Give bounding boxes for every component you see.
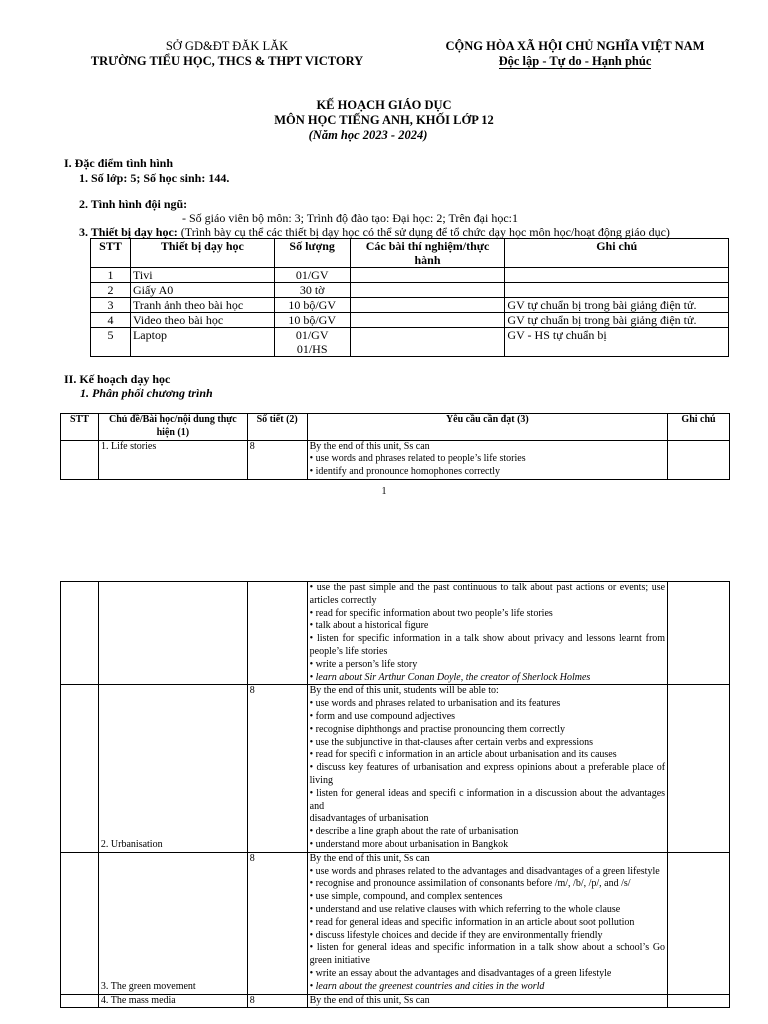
cell-periods <box>247 582 307 685</box>
requirement-line: • use words and phrases related to urbanisation and its features <box>309 698 561 710</box>
school-name: TRƯỜNG TIỂU HỌC, THCS & THPT VICTORY <box>90 54 364 68</box>
requirement-line: • identify and pronounce homophones correctly <box>309 466 501 478</box>
col-header-topic: Chủ đề/Bài học/nội dung thực hiện (1) <box>98 414 247 441</box>
cell-requirements <box>307 685 667 852</box>
col-header-stt: STT <box>91 239 131 268</box>
requirement-line: • use words and phrases related to the advantages and disadvantages of a green lifestyle <box>309 865 660 877</box>
cell-experiments <box>350 328 505 357</box>
table-row <box>91 298 729 313</box>
cell-device: Video theo bài học <box>130 313 274 328</box>
header-right <box>410 39 740 69</box>
col-header-requirements: Yêu cầu cần đạt (3) <box>307 414 667 441</box>
requirement-line: • read for specifi c information in an article about urbanisation and its causes <box>309 749 617 761</box>
cell-topic <box>98 582 247 685</box>
cell-experiments <box>350 313 505 328</box>
col-header-periods: Số tiết (2) <box>247 414 307 441</box>
col-header-notes: Ghi chú <box>668 414 730 441</box>
cell-notes: GV - HS tự chuẩn bị <box>505 328 729 357</box>
section1-item2: 2. Tình hình đội ngũ: <box>79 197 188 211</box>
section1-item1: 1. Số lớp: 5; Số học sinh: 144. <box>79 171 230 185</box>
requirement-line: • use the past simple and the past continuous to talk about past actions or events; use articles correctly <box>309 582 666 606</box>
requirement-line: • use the subjunctive in that-clauses after certain verbs and expressions <box>309 736 594 748</box>
page-number: 1 <box>381 486 387 497</box>
cell-requirements <box>307 852 667 994</box>
national-motto: Độc lập - Tự do - Hạnh phúc <box>498 54 652 68</box>
requirement-line: • listen for general ideas and specific information in a talk show about a school’s Go green initiative <box>309 942 666 967</box>
cell-device: Tranh ảnh theo bài học <box>130 298 274 313</box>
requirement-line: • use simple, compound, and complex sentences <box>309 891 503 903</box>
table-row <box>61 685 730 852</box>
item3-text: (Trình bày cụ thể các thiết bị dạy học có thể sử dụng để tổ chức dạy học môn học/hoạt động giáo dục) <box>177 225 670 239</box>
section2-heading: II. Kế hoạch dạy học <box>64 372 171 386</box>
requirement-line: • write a person’s life story <box>309 658 418 670</box>
cell-experiments <box>350 268 505 283</box>
header-left <box>62 39 392 69</box>
section2-subheading: 1. Phân phối chương trình <box>80 386 213 400</box>
quantity-line2: 01/HS <box>296 342 328 356</box>
requirement-line: By the end of this unit, students will be able to: <box>309 685 499 697</box>
requirement-line: • recognise and pronounce assimilation of consonants before /m/, /b/, /p/, and /s/ <box>309 878 631 890</box>
table-row <box>61 440 730 479</box>
requirement-line: • listen for specific information in a talk show about privacy and lessons learnt from people’s life stories <box>309 633 666 657</box>
cell-quantity <box>274 328 350 357</box>
cell-stt: 4 <box>91 313 131 328</box>
table-row <box>61 852 730 994</box>
equipment-header-row <box>91 239 729 268</box>
cell-notes <box>668 440 730 479</box>
table-row <box>91 283 729 298</box>
requirement-line: • recognise diphthongs and practise pronouncing them correctly <box>309 723 565 735</box>
requirement-line: • discuss key features of urbanisation and express opinions about a preferable place of living <box>309 762 666 786</box>
cell-device: Laptop <box>130 328 274 357</box>
cell-stt <box>61 685 99 852</box>
cell-stt <box>61 582 99 685</box>
cell-requirements <box>307 440 667 479</box>
item3-label: 3. Thiết bị dạy học: <box>79 225 178 239</box>
col-header-stt: STT <box>61 414 99 441</box>
cell-quantity: 01/GV <box>274 268 350 283</box>
requirement-line: • form and use compound adjectives <box>309 710 456 722</box>
cell-stt <box>61 852 99 994</box>
cell-periods: 8 <box>247 852 307 994</box>
cell-stt: 2 <box>91 283 131 298</box>
cell-periods: 8 <box>247 440 307 479</box>
requirement-line: • use words and phrases related to people’s life stories <box>309 453 526 465</box>
cell-topic: 2. Urbanisation <box>98 685 247 852</box>
requirement-line: By the end of this unit, Ss can <box>309 440 430 452</box>
cell-topic: 1. Life stories <box>98 440 247 479</box>
requirement-line: • describe a line graph about the rate of urbanisation <box>309 826 519 838</box>
requirement-line: • read for specific information about two people’s life stories <box>309 607 553 619</box>
title-year: (Năm học 2023 - 2024) <box>308 128 428 142</box>
equipment-table <box>90 238 729 357</box>
curriculum-header-row <box>61 414 730 441</box>
cell-stt: 3 <box>91 298 131 313</box>
cell-topic: 3. The green movement <box>98 852 247 994</box>
requirement-line: • write an essay about the advantages and disadvantages of a green lifestyle <box>309 967 612 979</box>
requirement-line-culture: • learn about Sir Arthur Conan Doyle, the creator of Sherlock Holmes <box>309 671 591 683</box>
cell-notes <box>668 582 730 685</box>
requirement-line: • discuss lifestyle choices and decide if they are environmentally friendly <box>309 929 603 941</box>
cell-quantity: 10 bộ/GV <box>274 298 350 313</box>
cell-notes <box>668 852 730 994</box>
table-row <box>91 328 729 357</box>
cell-periods: 8 <box>247 685 307 852</box>
section1-item3 <box>79 225 670 239</box>
table-row <box>61 994 730 1008</box>
cell-notes: GV tự chuẩn bị trong bài giảng điện tử. <box>505 313 729 328</box>
requirement-line: • understand and use relative clauses with which referring to the whole clause <box>309 903 621 915</box>
department-name: SỞ GD&ĐT ĐĂK LĂK <box>165 39 289 53</box>
col-header-notes: Ghi chú <box>505 239 729 268</box>
col-header-device: Thiết bị dạy học <box>130 239 274 268</box>
cell-requirements <box>307 582 667 685</box>
requirement-line: • read for general ideas and specific information in an article about soot pollution <box>309 916 635 928</box>
cell-stt: 1 <box>91 268 131 283</box>
requirement-line-culture: • learn about the greenest countries and cities in the world <box>309 980 545 992</box>
table-row <box>61 582 730 685</box>
national-title: CỘNG HÒA XÃ HỘI CHỦ NGHĨA VIỆT NAM <box>445 39 705 53</box>
cell-quantity: 30 tờ <box>274 283 350 298</box>
section1-item2-detail: - Số giáo viên bộ môn: 3; Trình độ đào tạo: Đại học: 2; Trên đại học:1 <box>182 211 518 225</box>
cell-quantity: 10 bộ/GV <box>274 313 350 328</box>
col-header-quantity: Số lượng <box>274 239 350 268</box>
quantity-line1: 01/GV <box>295 328 329 342</box>
curriculum-table-page2 <box>60 581 730 1008</box>
requirement-line: • listen for general ideas and specifi c information in a discussion about the advantages and <box>309 787 666 812</box>
cell-notes <box>505 268 729 283</box>
cell-notes: GV tự chuẩn bị trong bài giảng điện tử. <box>505 298 729 313</box>
section1-heading: I. Đặc điểm tình hình <box>64 156 174 170</box>
col-header-experiments: Các bài thí nghiệm/thực hành <box>350 239 505 268</box>
cell-stt <box>61 440 99 479</box>
cell-topic: 4. The mass media <box>98 994 247 1008</box>
cell-stt: 5 <box>91 328 131 357</box>
requirement-line: disadvantages of urbanisation <box>309 813 429 825</box>
cell-periods: 8 <box>247 994 307 1008</box>
table-row <box>91 268 729 283</box>
cell-experiments <box>350 298 505 313</box>
requirement-line: By the end of this unit, Ss can <box>309 994 430 1006</box>
document-title <box>0 98 768 143</box>
requirement-line: • understand more about urbanisation in Bangkok <box>309 838 509 850</box>
cell-notes <box>505 283 729 298</box>
requirement-line: By the end of this unit, Ss can <box>309 852 430 864</box>
title-line2: MÔN HỌC TIẾNG ANH, KHỐI LỚP 12 <box>274 113 494 127</box>
table-row <box>91 313 729 328</box>
requirement-line: • talk about a historical figure <box>309 620 429 632</box>
cell-notes <box>668 685 730 852</box>
cell-device: Tivi <box>130 268 274 283</box>
curriculum-table-page1 <box>60 413 730 480</box>
cell-experiments <box>350 283 505 298</box>
cell-notes <box>668 994 730 1008</box>
cell-requirements <box>307 994 667 1008</box>
cell-device: Giấy A0 <box>130 283 274 298</box>
cell-stt <box>61 994 99 1008</box>
title-line1: KẾ HOẠCH GIÁO DỤC <box>316 98 452 112</box>
